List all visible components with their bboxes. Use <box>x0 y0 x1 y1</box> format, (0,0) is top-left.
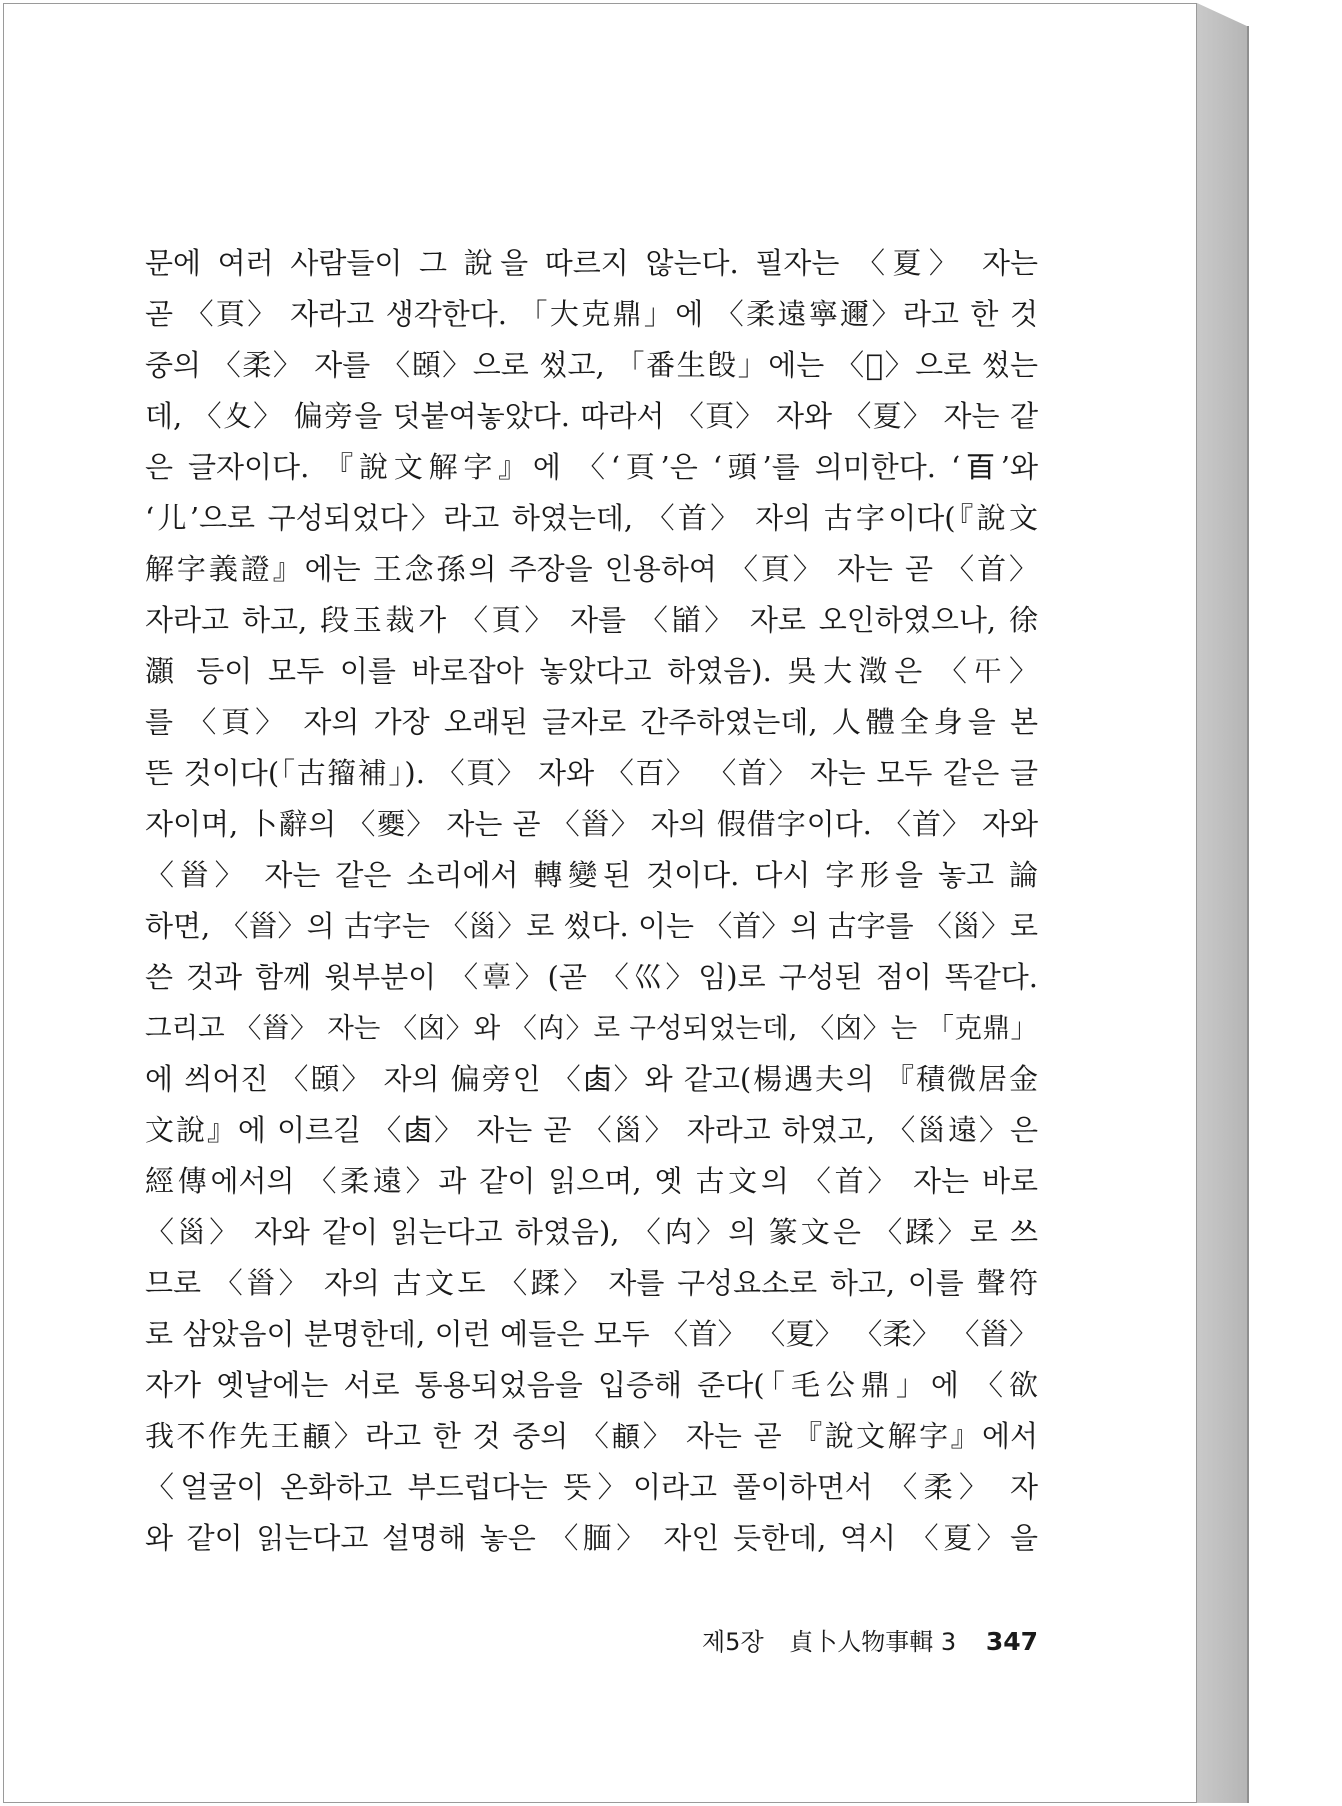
text-line: 므로 〈𩠐〉 자의 古文도 〈蹂〉 자를 구성요소로 하고, 이를 聲符 <box>145 1266 1038 1300</box>
footer-title: 貞卜人物事輯 3 <box>789 1628 957 1656</box>
text-line: 解字義證』에는 王念孫의 주장을 인용하여 〈頁〉 자는 곧 〈首〉 <box>145 552 1038 586</box>
body-text <box>145 238 1038 1564</box>
text-line: 經傳에서의 〈柔遠〉과 같이 읽으며, 옛 古文의 〈首〉 자는 바로 <box>145 1164 1038 1198</box>
text-line: 로 삼았음이 분명한데, 이런 예들은 모두 〈首〉 〈夏〉 〈柔〉 〈𩠐〉 <box>145 1317 1038 1351</box>
text-line: 문에 여러 사람들이 그 說을 따르지 않는다. 필자는 〈夏〉 자는 <box>145 246 1038 280</box>
text-line: 데, 〈夊〉 偏旁을 덧붙여놓았다. 따라서 〈頁〉 자와 〈夏〉 자는 같 <box>145 399 1038 433</box>
book-edge-line <box>1247 26 1249 1803</box>
text-line: 뜬 것이다(「古籀補」). 〈頁〉 자와 〈百〉 〈首〉 자는 모두 같은 글 <box>145 756 1038 790</box>
text-line: 자라고 하고, 段玉裁가 〈頁〉 자를 〈䭫〉 자로 오인하였으나, 徐 <box>145 603 1038 637</box>
text-line: 와 같이 읽는다고 설명해 놓은 〈腼〉 자인 듯한데, 역시 〈夏〉을 <box>145 1521 1038 1555</box>
text-line: 하면, 〈𩠐〉의 古字는 〈𡿺〉로 썼다. 이는 〈首〉의 古字를 〈𡿺〉로 <box>145 909 1038 943</box>
book-edge-shadow <box>1197 3 1249 1803</box>
text-line: 〈얼굴이 온화하고 부드럽다는 뜻〉이라고 풀이하면서 〈柔〉 자 <box>145 1470 1038 1504</box>
text-line: 를 〈頁〉 자의 가장 오래된 글자로 간주하였는데, 人體全身을 본 <box>145 705 1038 739</box>
text-line: 쓴 것과 함께 윗부분이 〈𩫏〉(곧 〈巛〉임)로 구성된 점이 똑같다. <box>145 960 1038 994</box>
running-footer <box>600 1622 1038 1657</box>
text-line: 〈𡿺〉 자와 같이 읽는다고 하였음), 〈禸〉의 篆文은 〈蹂〉로 쓰 <box>145 1215 1038 1249</box>
text-line: 그리고 〈𩠐〉 자는 〈囟〉와 〈禸〉로 구성되었는데, 〈囟〉는 「克鼎」 <box>145 1012 1038 1044</box>
text-line: 은 글자이다. 『說文解字』에 〈‘頁’은 ‘頭’를 의미한다. ‘𦣻’와 <box>145 450 1038 484</box>
footer-chapter: 제5장 <box>701 1628 764 1656</box>
text-line: 灝 등이 모두 이를 바로잡아 놓았다고 하였음). 吳大澂은 〈𡕒〉 <box>145 654 1038 688</box>
text-line: 에 씌어진 〈頣〉 자의 偏旁인 〈𠧪〉와 같고(楊遇夫의 『積微居金 <box>145 1062 1038 1096</box>
text-line: 자이며, 卜辭의 〈夒〉 자는 곧 〈𩠐〉 자의 假借字이다. 〈首〉 자와 <box>145 807 1038 841</box>
text-line: 중의 〈柔〉 자를 〈頣〉으로 썼고, 「番生𣪘」에는 〈𩠞〉으로 썼는 <box>145 348 1038 382</box>
text-line: 곧 〈頁〉 자라고 생각한다. 「大克鼎」에 〈柔遠寧邇〉라고 한 것 <box>145 297 1038 331</box>
page-number: 347 <box>985 1627 1038 1656</box>
text-line: 자가 옛날에는 서로 통용되었음을 입증해 준다(「毛公鼎」에 〈欲 <box>145 1368 1038 1402</box>
text-line: 文說』에 이르길 〈𠧪〉 자는 곧 〈𡿺〉 자라고 하였고, 〈𡿺遠〉은 <box>145 1113 1038 1147</box>
text-line: 〈𩠐〉 자는 같은 소리에서 轉變된 것이다. 다시 字形을 놓고 論 <box>145 858 1038 892</box>
text-line: 我不作先王𩒺〉라고 한 것 중의 〈𩒺〉 자는 곧 『說文解字』에서 <box>145 1419 1038 1453</box>
text-line: ‘儿’으로 구성되었다〉라고 하였는데, 〈首〉 자의 古字이다(『說文 <box>145 501 1038 535</box>
